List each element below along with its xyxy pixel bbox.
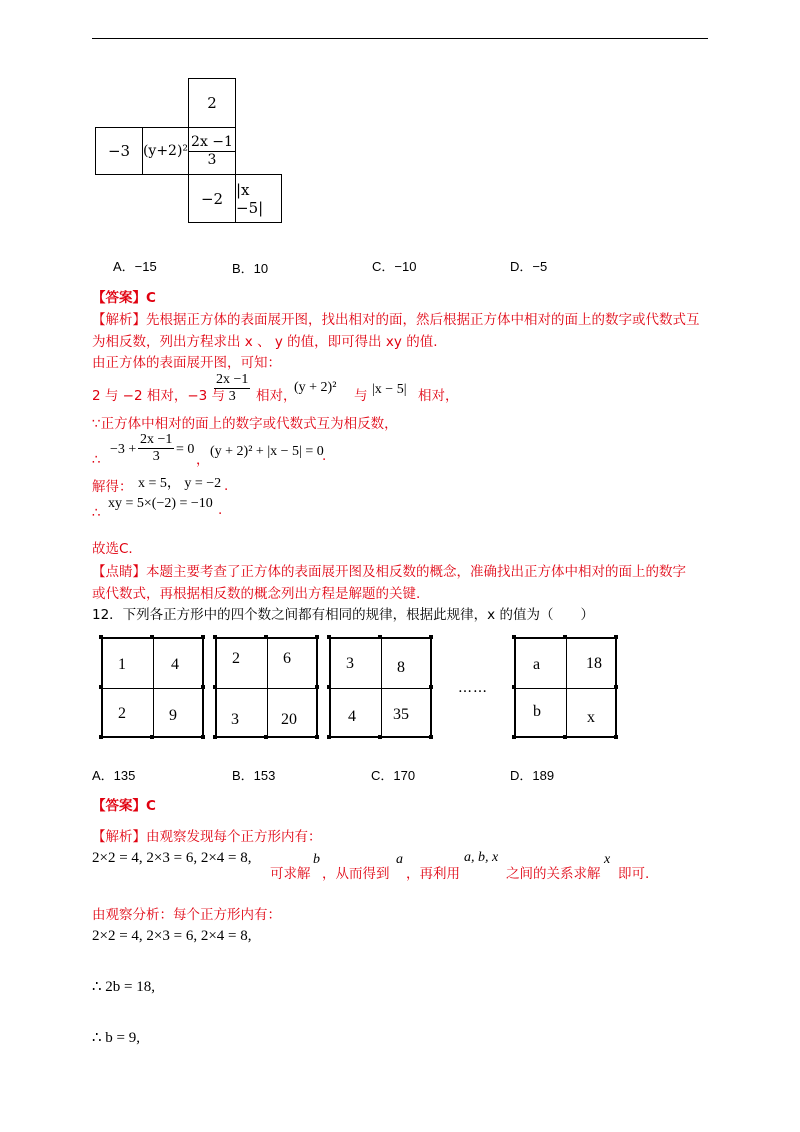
q12-var-x: x — [604, 852, 611, 867]
square-2-bottom-right: 20 — [281, 711, 297, 728]
q11-line5-math: x = 5， y = −2 — [138, 476, 222, 491]
q11-line4-d: (y + 2)² + |x − 5| = 0 — [210, 444, 324, 459]
q11-line6-math: xy = 5×(−2) = −10 — [108, 496, 213, 511]
q11-line4-b: = 0 — [176, 442, 195, 457]
q11-line2-b: 相对， — [256, 388, 297, 404]
q12-analysis-c: ，从而得到 — [322, 866, 390, 882]
q11-line6-end: . — [218, 502, 223, 518]
q11-line2-e: |x − 5| — [372, 382, 407, 397]
q12-option-a: A．135 — [92, 768, 136, 783]
square-3-bottom-right: 35 — [393, 706, 409, 723]
ellipsis: …… — [458, 680, 488, 696]
net-cell-mid: (y+2)² — [142, 127, 189, 175]
net-cell-left: −3 — [95, 127, 143, 175]
q12-analysis-d: ，再利用 — [406, 866, 460, 882]
square-1-bottom-left: 2 — [118, 705, 126, 722]
q11-line2-fraction: $\frac{2x -1}{3}$ — [216, 372, 249, 405]
square-1-top-left: 1 — [118, 656, 126, 673]
q12-observation: 由观察分析：每个正方形内有： — [92, 907, 281, 923]
net-cell-bottom: −2 — [188, 174, 236, 223]
square-4-bottom-left: b — [533, 703, 541, 720]
q11-option-c: C．−10 — [372, 259, 417, 274]
net-cell-fraction: $\frac{2x -1}{3}$ — [188, 127, 236, 175]
q12-option-c: C．170 — [371, 768, 416, 783]
q11-option-b: B．10 — [232, 261, 269, 276]
q12-analysis-e: 之间的关系求解 — [506, 866, 601, 882]
square-4-top-right: 18 — [586, 655, 602, 672]
pattern-square-3 — [329, 637, 432, 738]
q12-math-3: ∴ b = 9, — [92, 1030, 141, 1046]
q11-line1: 由正方体的表面展开图，可知： — [92, 355, 281, 371]
q11-line2-c: (y + 2)² — [294, 380, 337, 395]
q11-line3: ∵正方体中相对的面上的数字或代数式互为相反数， — [92, 416, 398, 432]
q11-choose: 故选C. — [92, 541, 133, 557]
q11-line4-a: −3 + — [110, 442, 137, 457]
pattern-square-4 — [514, 637, 617, 738]
q11-line4-e: . — [322, 448, 327, 464]
q11-option-a: A．−15 — [113, 259, 157, 274]
square-4-bottom-right: x — [587, 709, 595, 726]
q12-var-abx: a, b, x — [464, 850, 499, 865]
q11-therefore-1: ∴ — [92, 452, 101, 468]
q11-analysis: 【解析】先根据正方体的表面展开图，找出相对的面，然后根据正方体中相对的面上的数字或代数式互 — [92, 312, 700, 328]
q12-var-a: a — [396, 852, 403, 867]
q11-analysis-2: 为相反数，列出方程求出 x 、 y 的值，即可得出 xy 的值. — [92, 334, 438, 350]
q12-analysis-f: 即可. — [618, 866, 650, 882]
q11-line2-f: 相对， — [418, 388, 459, 404]
q12-analysis-a: 【解析】由观察发现每个正方形内有： — [92, 829, 322, 845]
square-3-bottom-left: 4 — [348, 708, 356, 725]
pattern-square-1 — [101, 637, 204, 738]
q12-analysis-b: 可求解 — [270, 866, 311, 882]
q12-answer: 【答案】C — [92, 798, 156, 814]
q11-line4-fraction: $\frac{2x -1}{3}$ — [140, 432, 173, 465]
q11-line2-a: 2 与 −2 相对，−3 与 — [92, 388, 226, 404]
q12-analysis-math: 2×2 = 4, 2×3 = 6, 2×4 = 8, — [92, 850, 252, 866]
q11-comment: 【点睛】本题主要考查了正方体的表面展开图及相反数的概念，准确找出正方体中相对的面上的数字 — [92, 564, 686, 580]
q11-option-d: D．−5 — [510, 259, 548, 274]
q12-var-b: b — [313, 852, 320, 867]
square-3-top-right: 8 — [397, 659, 405, 676]
q11-line2-d: 与 — [354, 388, 368, 404]
square-4-top-left: a — [533, 656, 541, 673]
q12-option-b: B．153 — [232, 768, 276, 783]
pattern-square-2 — [215, 637, 318, 738]
q11-line5-end: . — [224, 478, 229, 494]
square-2-bottom-left: 3 — [231, 711, 239, 728]
square-3-top-left: 3 — [346, 655, 354, 672]
net-cell-right: |x −5| — [235, 174, 282, 223]
q12-math-2: ∴ 2b = 18, — [92, 979, 156, 995]
q12-option-d: D．189 — [510, 768, 555, 783]
q12-question: 12．下列各正方形中的四个数之间都有相同的规律，根据此规律，x 的值为（ ） — [92, 607, 594, 623]
q11-answer: 【答案】C — [92, 290, 156, 306]
square-1-bottom-right: 9 — [169, 707, 177, 724]
q11-therefore-2: ∴ — [92, 505, 101, 521]
q11-line4-c: ， — [196, 452, 210, 468]
q11-line5: 解得： — [92, 479, 133, 495]
q11-comment-2: 或代数式，再根据相反数的概念列出方程是解题的关键. — [92, 586, 421, 602]
q12-math-1: 2×2 = 4, 2×3 = 6, 2×4 = 8, — [92, 928, 252, 944]
square-2-top-right: 6 — [283, 650, 291, 667]
net-cell-top: 2 — [188, 78, 236, 128]
header-rule — [92, 38, 708, 39]
square-2-top-left: 2 — [232, 650, 240, 667]
square-1-top-right: 4 — [171, 656, 179, 673]
